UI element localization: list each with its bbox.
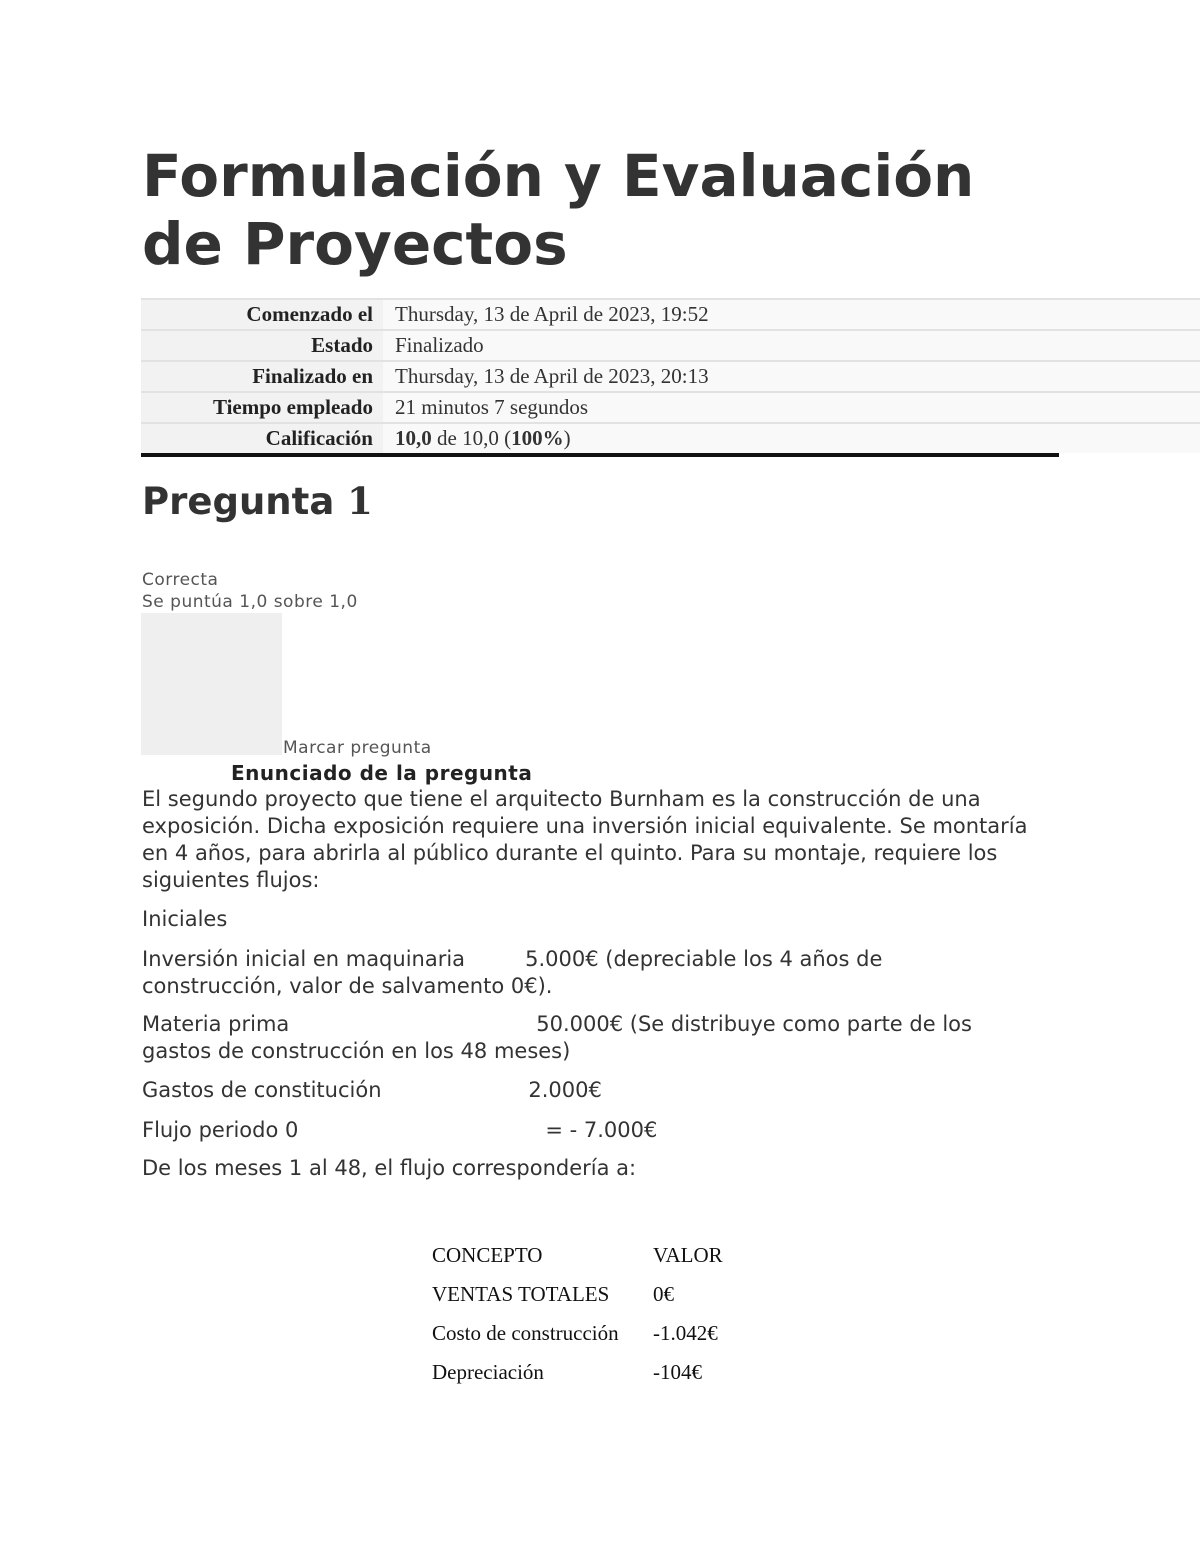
table-row bbox=[432, 1314, 723, 1353]
flow-table-concept: Depreciación bbox=[432, 1360, 544, 1384]
grade-score: 10,0 bbox=[395, 426, 432, 450]
flag-question-link[interactable]: Marcar pregunta bbox=[283, 738, 432, 758]
flow-line-setup-costs: Gastos de constitución 2.000€ bbox=[142, 1078, 602, 1102]
summary-label: Estado bbox=[141, 330, 383, 361]
flow-line-machinery-cont: construcción, valor de salvamento 0€). bbox=[142, 974, 553, 998]
attempt-summary-table bbox=[141, 298, 1200, 453]
flow-table-value: -1.042€ bbox=[653, 1321, 718, 1345]
summary-value: Thursday, 13 de April de 2023, 20:13 bbox=[383, 361, 1200, 392]
summary-label: Finalizado en bbox=[141, 361, 383, 392]
grade-percent: 100% bbox=[511, 426, 564, 450]
flow-table-value: 0€ bbox=[653, 1282, 674, 1306]
question-heading-label: Pregunta bbox=[142, 480, 335, 523]
summary-label: Calificación bbox=[141, 423, 383, 453]
question-status: Correcta bbox=[142, 570, 219, 590]
question-heading bbox=[142, 478, 373, 525]
summary-value: Finalizado bbox=[383, 330, 1200, 361]
table-row bbox=[432, 1353, 723, 1392]
flow-table-value: -104€ bbox=[653, 1360, 702, 1384]
flow-table-header-value: VALOR bbox=[653, 1243, 723, 1267]
section-divider bbox=[141, 453, 1059, 457]
page-title: Formulación y Evaluación de Proyectos bbox=[142, 142, 975, 278]
summary-label: Tiempo empleado bbox=[141, 392, 383, 423]
statement-title: Enunciado de la pregunta bbox=[231, 761, 533, 785]
flow-line-raw-material-cont: gastos de construcción en los 48 meses) bbox=[142, 1039, 571, 1063]
summary-value: Thursday, 13 de April de 2023, 19:52 bbox=[383, 299, 1200, 330]
question-intro bbox=[142, 786, 1042, 894]
summary-value: 21 minutos 7 segundos bbox=[383, 392, 1200, 423]
flow-line-raw-material: Materia prima 50.000€ (Se distribuye como parte de los bbox=[142, 1012, 972, 1036]
grade-value bbox=[383, 423, 1200, 453]
question-intro-text: El segundo proyecto que tiene el arquitecto Burnham es la construcción de una exposición. Dicha exposición requiere una inversión inicial equivalente. Se montaría en 4 años, para abrirla al público durante el quinto. Para su montaje, requiere los siguientes flujos: bbox=[142, 787, 1028, 892]
flow-table bbox=[432, 1236, 723, 1392]
grade-close: ) bbox=[563, 426, 571, 450]
iniciales-label: Iniciales bbox=[142, 907, 228, 931]
table-row bbox=[432, 1275, 723, 1314]
flow-line-months: De los meses 1 al 48, el flujo correspondería a: bbox=[142, 1156, 637, 1180]
flow-table-concept: VENTAS TOTALES bbox=[432, 1282, 610, 1306]
flow-line-machinery: Inversión inicial en maquinaria 5.000€ (depreciable los 4 años de bbox=[142, 947, 883, 971]
flow-table-header-concept: CONCEPTO bbox=[432, 1243, 543, 1267]
summary-row-state bbox=[141, 330, 1200, 361]
question-score: Se puntúa 1,0 sobre 1,0 bbox=[142, 592, 358, 612]
summary-label: Comenzado el bbox=[141, 299, 383, 330]
flag-icon[interactable] bbox=[141, 613, 282, 755]
flow-line-period-zero: Flujo periodo 0 = - 7.000€ bbox=[142, 1118, 658, 1142]
summary-row-finished bbox=[141, 361, 1200, 392]
summary-row-time-taken bbox=[141, 392, 1200, 423]
flow-table-header bbox=[432, 1236, 723, 1275]
flow-table-concept: Costo de construcción bbox=[432, 1321, 619, 1345]
question-number: 1 bbox=[347, 479, 373, 523]
question-info bbox=[142, 569, 358, 613]
summary-row-started bbox=[141, 299, 1200, 330]
grade-total: de 10,0 ( bbox=[431, 426, 512, 450]
summary-row-grade bbox=[141, 423, 1200, 453]
